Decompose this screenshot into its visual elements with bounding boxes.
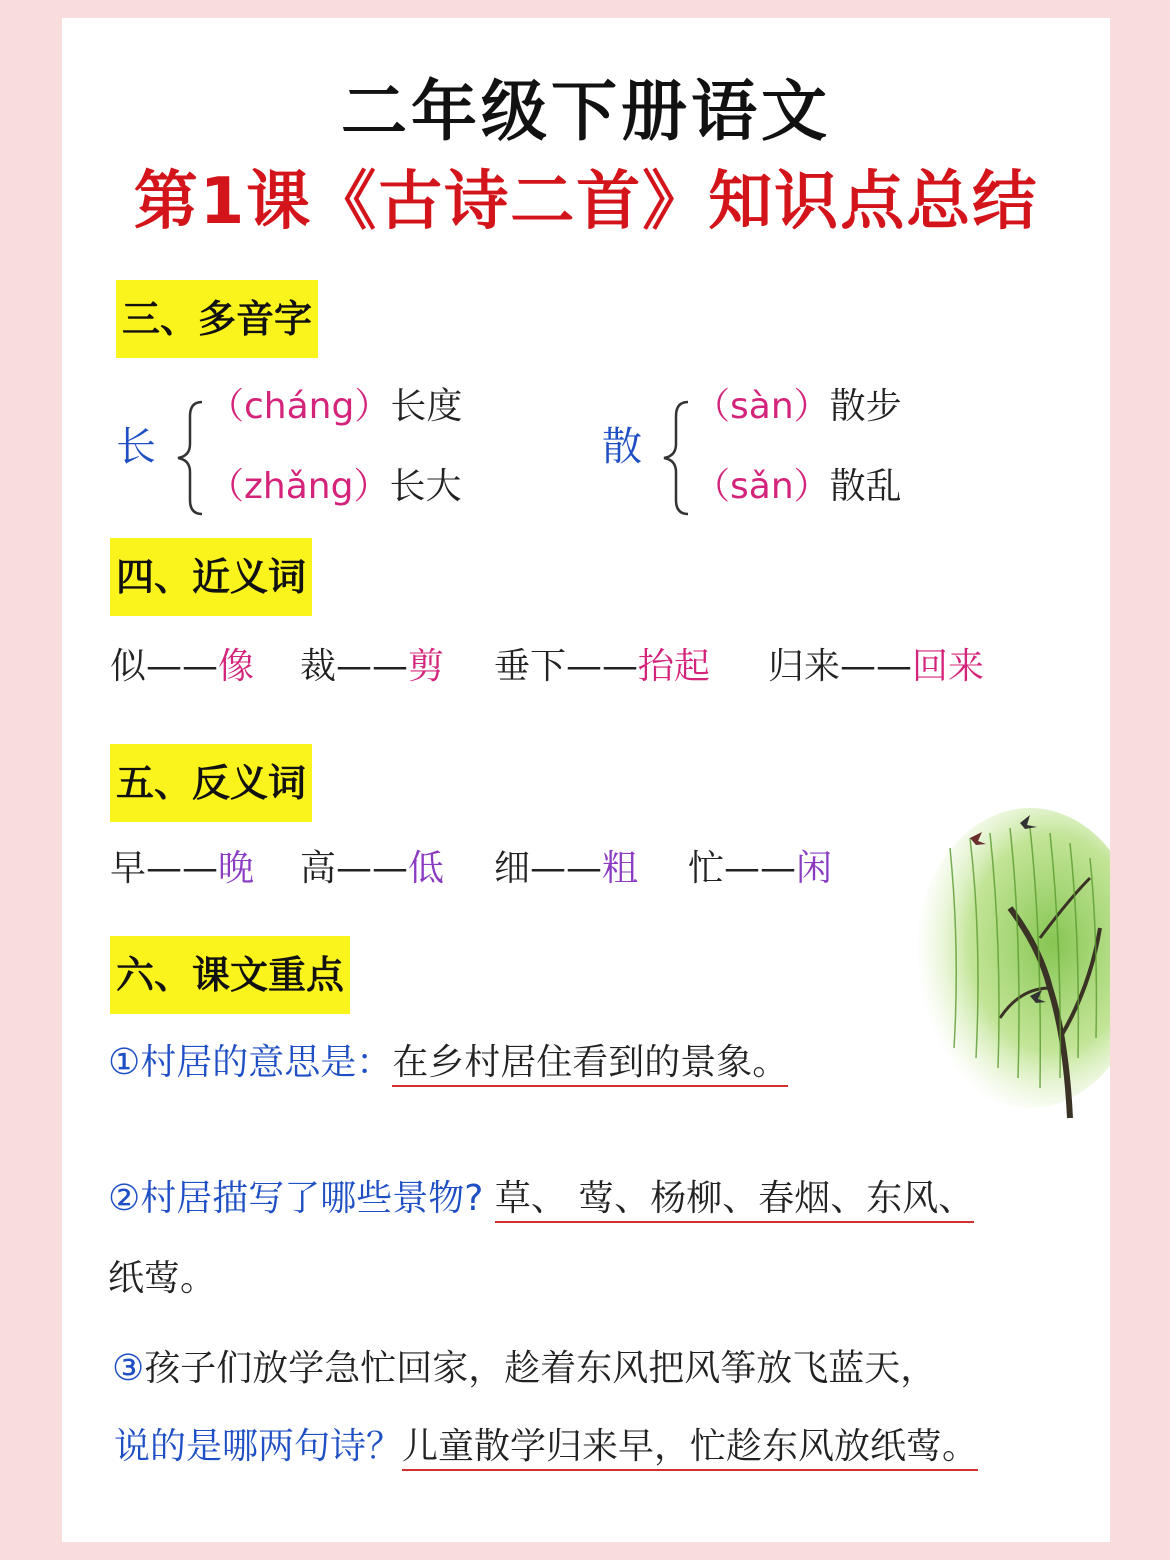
- word: 早: [110, 848, 147, 889]
- polyphone-item: [208, 462, 461, 512]
- antonym: 闲: [796, 848, 833, 889]
- key-point-2-cont: 纸莺。: [108, 1258, 217, 1299]
- dash: ——: [336, 848, 409, 889]
- synonym: 回来: [912, 646, 985, 687]
- synonym-pair: [300, 642, 444, 692]
- polyphone-item: [694, 382, 902, 432]
- antonym-pair: [110, 844, 254, 894]
- brace-icon: [658, 398, 694, 518]
- antonym: 晚: [218, 848, 255, 889]
- word: 长度: [390, 386, 463, 427]
- polyphone-char: 长: [116, 424, 156, 470]
- number: ①: [108, 1042, 141, 1083]
- synonym: 剪: [408, 646, 445, 687]
- word: 垂下: [494, 646, 567, 687]
- antonym: 低: [408, 848, 445, 889]
- dash: ——: [146, 848, 219, 889]
- section-heading-synonyms: 四、近义词: [110, 538, 312, 616]
- polyphone-char: 散: [602, 424, 642, 470]
- dash: ——: [566, 646, 639, 687]
- number: ③: [112, 1348, 145, 1389]
- antonym: 粗: [602, 848, 639, 889]
- synonym: 像: [218, 646, 255, 687]
- question: 说的是哪两句诗？: [114, 1426, 403, 1467]
- section-heading-key-points: 六、课文重点: [110, 936, 350, 1014]
- word: 长大: [389, 466, 462, 507]
- word: 散步: [829, 386, 902, 427]
- answer: 草、 莺、杨柳、春烟、东风、: [495, 1178, 974, 1223]
- synonym: 抬起: [638, 646, 711, 687]
- key-point-3-line2: [114, 1422, 978, 1472]
- polyphone-item: [694, 462, 902, 512]
- key-point-3-line1: [112, 1344, 936, 1394]
- antonym-pair: [494, 844, 638, 894]
- pinyin: （cháng）: [208, 386, 391, 427]
- dash: ——: [840, 646, 913, 687]
- dash: ——: [530, 848, 603, 889]
- key-point-2: [108, 1174, 974, 1224]
- dash: ——: [146, 646, 219, 687]
- word: 高: [300, 848, 337, 889]
- polyphone-item: [208, 382, 462, 432]
- section-heading-polyphones: 三、多音字: [116, 280, 318, 358]
- key-point-1: [108, 1038, 788, 1088]
- dash: ——: [336, 646, 409, 687]
- word: 细: [494, 848, 531, 889]
- statement: 孩子们放学急忙回家，趁着东风把风筝放飞蓝天，: [144, 1348, 937, 1389]
- synonym-pair: [494, 642, 710, 692]
- word: 忙: [688, 848, 725, 889]
- question: 村居的意思是：: [140, 1042, 393, 1083]
- dash: ——: [724, 848, 797, 889]
- pinyin: （zhǎng）: [208, 466, 390, 507]
- answer: 在乡村居住看到的景象。: [392, 1042, 788, 1087]
- pinyin: （sǎn）: [694, 466, 830, 507]
- section-heading-antonyms: 五、反义词: [110, 744, 312, 822]
- page-title: 二年级下册语文: [341, 73, 831, 150]
- pinyin: （sàn）: [694, 386, 830, 427]
- word: 裁: [300, 646, 337, 687]
- page-subtitle: 第1课《古诗二首》知识点总结: [133, 165, 1039, 239]
- answer: 儿童散学归来早，忙趁东风放纸莺。: [402, 1426, 978, 1471]
- brace-icon: [172, 398, 208, 518]
- antonym-pair: [688, 844, 832, 894]
- number: ②: [108, 1178, 141, 1219]
- word: 似: [110, 646, 147, 687]
- antonym-pair: [300, 844, 444, 894]
- question: 村居描写了哪些景物?: [140, 1178, 484, 1219]
- synonym-pair: [768, 642, 984, 692]
- word: 归来: [768, 646, 841, 687]
- word: 散乱: [829, 466, 902, 507]
- willow-tree-illustration: [890, 788, 1110, 1128]
- synonym-pair: [110, 642, 254, 692]
- document-card: [62, 18, 1110, 1542]
